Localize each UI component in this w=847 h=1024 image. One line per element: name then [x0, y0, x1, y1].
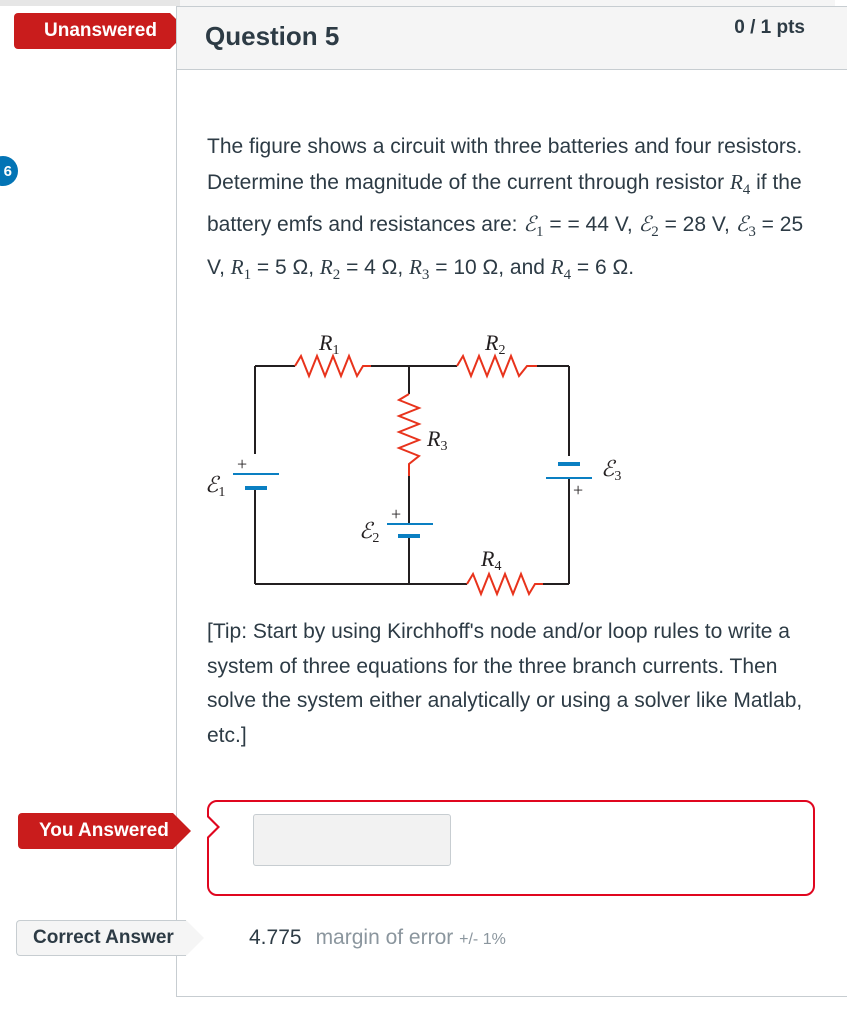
resistor-r3: [399, 394, 419, 476]
question-points: 0 / 1 pts: [734, 17, 805, 38]
label-r3: R3: [427, 426, 448, 454]
plus-e3: +: [573, 480, 584, 500]
var-r2: $R_2$: [319, 254, 341, 284]
correct-answer-flag: [16, 920, 204, 956]
label-e3: ℰ3: [601, 456, 622, 484]
question-header: [177, 6, 847, 70]
var-r3: $R_3$: [409, 254, 430, 284]
answer-pointer-inner: [207, 817, 217, 837]
value-r3: = 10 Ω, and: [429, 255, 551, 279]
var-r4: $R_4$: [729, 169, 751, 198]
circuit-wires: [255, 366, 569, 584]
plus-e2: +: [391, 504, 402, 524]
label-r1: R1: [319, 330, 340, 358]
you-answered-flag: [18, 813, 191, 849]
var-r4b: $R_4$: [550, 254, 572, 284]
plus-e1: +: [237, 454, 248, 474]
resistor-r4: [467, 574, 543, 594]
value-r2: = 4 Ω,: [340, 255, 410, 279]
label-e1: ℰ1: [205, 472, 226, 500]
correct-answer-value: [249, 926, 506, 950]
var-e2: ℰ$_2$: [638, 212, 659, 241]
value-e3: = 25 V,: [207, 213, 804, 279]
flag-arrow: [186, 920, 204, 956]
var-e3: ℰ$_3$: [735, 212, 756, 241]
resistors: [295, 356, 543, 594]
question-text: [207, 130, 817, 293]
unanswered-flag-label: Unanswered: [14, 13, 170, 49]
value-e2: = 28 V,: [658, 213, 736, 237]
label-r2: R2: [485, 330, 506, 358]
answer-input[interactable]: [253, 814, 451, 866]
resistor-r1: [295, 356, 371, 376]
question-tip: [Tip: Start by using Kirchhoff's node and/or loop rules to write a system of three equations for the three branch currents. Then solve the system either analytically or using a solver like Matlab, etc.]: [207, 620, 803, 747]
var-r1: $R_1$: [230, 254, 252, 284]
question-number-badge[interactable]: 6: [0, 156, 18, 186]
value-e1: = = 44 V,: [543, 213, 639, 237]
top-bar-left: [0, 0, 180, 6]
batteries: [233, 464, 592, 536]
value-r1: = 5 Ω,: [251, 255, 320, 279]
label-e2: ℰ2: [359, 518, 380, 546]
question-title: Question 5: [205, 21, 340, 51]
question-text-part: if the battery emfs and resistances are:: [207, 170, 802, 237]
label-r4: R4: [481, 546, 502, 574]
resistor-r2: [457, 356, 537, 376]
correct-value-number: 4.775: [249, 926, 302, 949]
correct-answer-label: Correct Answer: [16, 920, 186, 956]
you-answered-label: You Answered: [18, 813, 173, 849]
question-text-part: The figure shows a circuit with three batteries and four resistors. Determine the magnitude of the current through resistor: [207, 135, 803, 194]
margin-of-error: margin of error +/- 1%: [315, 926, 506, 949]
value-r4: = 6 Ω.: [571, 255, 635, 279]
var-e1: ℰ$_1$: [523, 212, 544, 241]
circuit-diagram: [205, 324, 825, 604]
polarity-marks: [237, 454, 583, 524]
answer-box: [207, 800, 815, 896]
question-panel: [176, 6, 847, 997]
flag-arrow: [173, 813, 191, 849]
unanswered-flag: [14, 13, 188, 49]
